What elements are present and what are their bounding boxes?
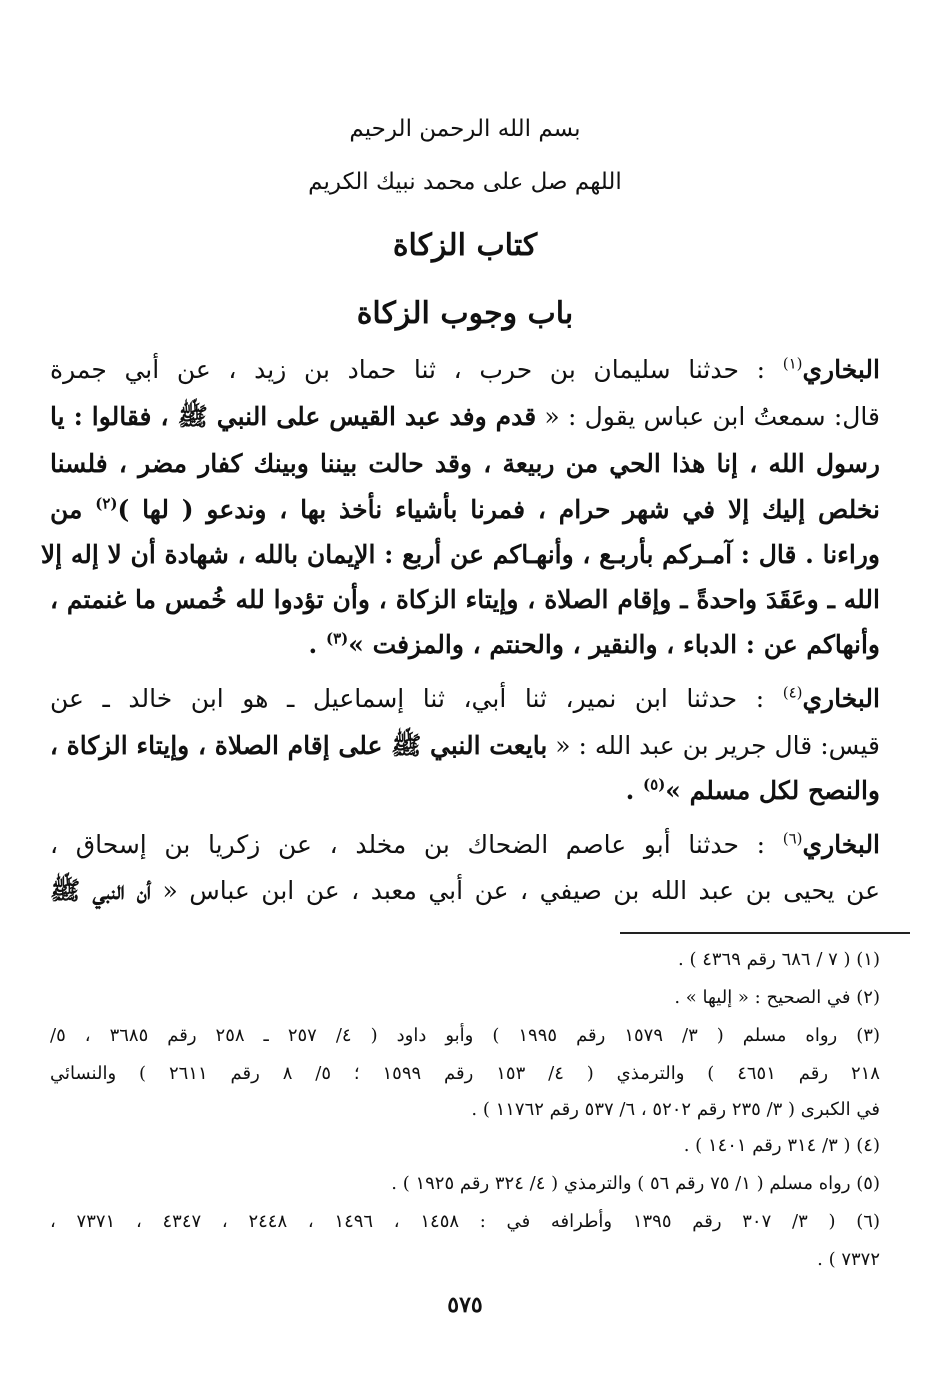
book-title: كتاب الزكاة bbox=[392, 228, 538, 263]
footnote-3-line-1: (٣) رواه مسلم ( ٣/ ١٥٧٩ رقم ١٩٩٥ ) وأبو داود ( ٤/ ٢٥٧ ـ ٢٥٨ رقم ٣٦٨٥ ، ٥/ bbox=[50, 1025, 880, 1046]
paragraph-2-line-1: البخاري$^{(٤)}$ : حدثنا ابن نمير، ثنا أبي، ثنا إسماعيل ـ هو ابن خالد ـ عن bbox=[50, 683, 880, 713]
footnote-4: (٤) ( ٣/ ٣١٤ رقم ١٤٠١ ) . bbox=[683, 1135, 880, 1156]
footnote-ref: (١) bbox=[782, 354, 803, 373]
footnote-2: (٢) في الصحيح : « إليها » . bbox=[674, 987, 880, 1008]
paragraph-1-line-5: وراءنا . قال : آمـركم بأربـع ، وأنهـاكم عن أربع : الإيمان بالله ، شهادة أن لا إله إلا bbox=[40, 540, 880, 569]
footnote-3-line-3: في الكبرى ( ٣/ ٢٣٥ رقم ٥٢٠٢ ، ٦/ ٥٣٧ رقم ١١٧٦٢ ) . bbox=[471, 1099, 880, 1120]
paragraph-1-line-3: رسول الله ، إنا هذا الحي من ربيعة ، وقد حالت بيننا وبينك كفار مضر ، فلسنا bbox=[50, 449, 880, 478]
footnote-ref: (٥) bbox=[643, 775, 666, 794]
page-number: ٥٧٥ bbox=[447, 1292, 483, 1318]
footnote-ref: (٢) bbox=[95, 494, 118, 513]
basmala: بسم الله الرحمن الرحيم bbox=[349, 116, 581, 142]
footnote-6-line-1: (٦) ( ٣/ ٣٠٧ رقم ١٣٩٥ وأطرافه في : ١٤٥٨ ، ١٤٩٦ ، ٢٤٤٨ ، ٤٣٤٧ ، ٧٣٧١ ، bbox=[50, 1211, 880, 1232]
paragraph-1-line-4: نخلص إليك إلا في شهر حرام ، فمرنا بأشياء نأخذ بها ، وندعو ( لها )$^{(٢)}$ من bbox=[50, 494, 880, 524]
salawat-line: اللهم صل على محمد نبيك الكريم bbox=[308, 169, 622, 195]
paragraph-2-line-3: والنصح لكل مسلم »$^{(٥)}$ . bbox=[625, 775, 880, 805]
paragraph-1-line-1: البخاري$^{(١)}$ : حدثنا سليمان بن حرب ، ثنا حماد بن زيد ، عن أبي جمرة bbox=[50, 354, 880, 384]
paragraph-1-line-7: وأنهاكم عن : الدباء ، والنقير ، والحنتم ، والمزفت »$^{(٣)}$ . bbox=[308, 629, 880, 659]
paragraph-2-line-2: قيس: قال جرير بن عبد الله : « بايعت النبي ﷺ على إقام الصلاة ، وإيتاء الزكاة ، bbox=[49, 731, 880, 760]
narrator-label: البخاري bbox=[802, 684, 880, 713]
footnote-6-line-2: ٧٣٧٢ ) . bbox=[817, 1249, 880, 1270]
chapter-title: باب وجوب الزكاة bbox=[356, 296, 574, 331]
footnote-5: (٥) رواه مسلم ( ١/ ٧٥ رقم ٥٦ ) والترمذي ( ٤/ ٣٢٤ رقم ١٩٢٥ ) . bbox=[391, 1173, 880, 1194]
narrator-label: البخاري bbox=[802, 830, 881, 859]
footnote-ref: (٦) bbox=[782, 829, 803, 848]
paragraph-3-line-2: عن يحيى بن عبد الله بن صيفي ، عن أبي معبد ، عن ابن عباس « أن النبي ﷺ bbox=[50, 876, 880, 905]
footnote-ref: (٣) bbox=[325, 629, 349, 648]
narrator-label: البخاري bbox=[802, 355, 880, 384]
footnote-separator bbox=[620, 932, 910, 934]
paragraph-1-line-6: الله ـ وعَقَدَ واحدةً ـ وإقام الصلاة ، وإيتاء الزكاة ، وأن تؤدوا لله خُمس ما غنمتم ، bbox=[50, 585, 880, 614]
footnote-1: (١) ( ٧ / ٦٨٦ رقم ٤٣٦٩ ) . bbox=[678, 949, 880, 970]
paragraph-1-line-2: قال: سمعتُ ابن عباس يقول : « قدم وفد عبد القيس على النبي ﷺ ، فقالوا : يا bbox=[50, 402, 880, 431]
footnote-3-line-2: ٢١٨ رقم ٤٦٥١ ) والترمذي ( ٤/ ١٥٣ رقم ١٥٩٩ ؛ ٥/ ٨ رقم ٢٦١١ ) والنسائي bbox=[50, 1063, 880, 1084]
footnote-ref: (٤) bbox=[782, 683, 803, 702]
paragraph-3-line-1: البخاري$^{(٦)}$ : حدثنا أبو عاصم الضحاك بن مخلد ، عن زكريا بن إسحاق ، bbox=[50, 829, 881, 859]
